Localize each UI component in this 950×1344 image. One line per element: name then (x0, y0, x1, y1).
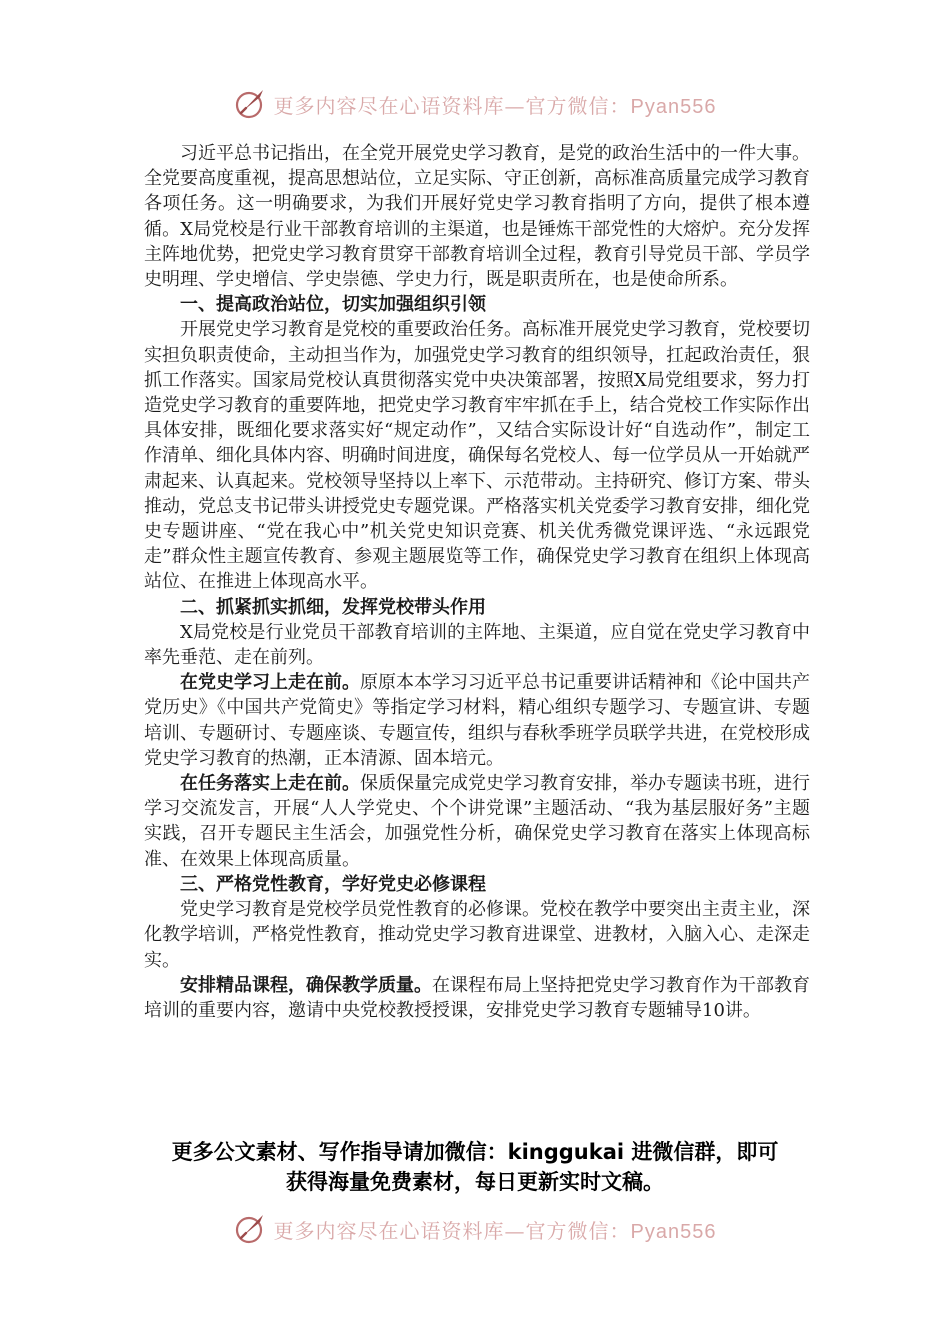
footer-promo-line-1: 更多公文素材、写作指导请加微信：kinggukai 进微信群，即可 (171, 1140, 779, 1164)
paragraph: 开展党史学习教育是党校的重要政治任务。高标准开展党史学习教育，党校要切实担负职责使命，主动担当作为，加强党史学习教育的组织领导，扛起政治责任，狠抓工作落实。国家局党校认真贯彻落实党中央决策部署，按照X局党组要求，努力打造党史学习教育的重要阵地，把党史学习教育牢牢抓在手上，结合党校工作实际作出具体安排，既细化要求落实好“规定动作”，又结合实际设计好“自选动作”，制定工作清单、细化具体内容、明确时间进度，确保每名党校人、每一位学员从一开始就严肃起来、认真起来。党校领导坚持以上率下、示范带动。主持研究、修订方案、带头推动，党总支书记带头讲授党史专题党课。严格落实机关党委学习教育安排，细化党史专题讲座、“党在我心中”机关党史知识竞赛、机关优秀微党课评选、“永远跟党走”群众性主题宣传教育、参观主题展览等工作，确保党史学习教育在组织上体现高站位、在推进上体现高水平。 (144, 319, 810, 593)
lead-phrase: 在党史学习上走在前。 (180, 672, 360, 694)
lead-paragraph-text: 保质保量完成党史学习教育安排，举办专题读书班，进行学习交流发言，开展“人人学党史、个个讲党课”主题活动、“我为基层服好务”主题实践，召开专题民主生活会，加强党性分析，确保党史学习教育在落实上体现高标准、在效果上体现高质量。 (144, 773, 810, 870)
banner-text (274, 90, 717, 119)
section-heading: 三、严格党性教育，学好党史必修课程 (180, 873, 486, 895)
banner-text-cn: 更多内容尽在心语资料库—官方微信： (273, 1218, 631, 1243)
lead-phrase: 安排精品课程，确保教学质量。 (180, 974, 432, 996)
document-body (144, 141, 810, 1023)
paragraph: 习近平总书记指出，在全党开展党史学习教育，是党的政治生活中的一件大事。全党要高度重视，提高思想站位，立足实际、守正创新，高标准高质量完成学习教育各项任务。这一明确要求，为我们开展好党史学习教育指明了方向，提供了根本遵循。X局党校是行业干部教育培训的主渠道，也是锤炼干部党性的大熔炉。充分发挥主阵地优势，把党史学习教育贯穿干部教育培训全过程，教育引导党员干部、学员学史明理、学史增信、学史崇德、学史力行，既是职责所在，也是使命所系。 (144, 143, 810, 291)
section-heading: 一、提高政治站位，切实加强组织引领 (180, 294, 486, 316)
lead-paragraph (144, 670, 810, 771)
banner-text (274, 1215, 717, 1244)
section-heading: 二、抓紧抓实抓细，发挥党校带头作用 (180, 596, 486, 618)
paragraph: 党史学习教育是党校学员党性教育的必修课。党校在教学中要突出主责主业，深化教学培训，严格党性教育，推动党史学习教育进课堂、进教材，入脑入心、走深走实。 (144, 899, 810, 971)
lead-paragraph-text: 在课程布局上坚持把党史学习教育作为干部教育培训的重要内容，邀请中央党校教授授课，安排党史学习教育专题辅导10讲。 (144, 974, 810, 1021)
lead-phrase: 在任务落实上走在前。 (180, 773, 360, 795)
footer-banner (0, 1209, 950, 1249)
paragraph: X局党校是行业党员干部教育培训的主阵地、主渠道，应自觉在党史学习教育中率先垂范、走在前列。 (144, 621, 810, 669)
banner-wechat-id: Pyan556 (630, 1220, 717, 1243)
banner-wechat-id: Pyan556 (630, 95, 717, 118)
lead-paragraph (144, 771, 810, 872)
lead-paragraph-text: 原原本本学习习近平总书记重要讲话精神和《论中国共产党历史》《中国共产党简史》等指定学习材料，精心组织专题学习、专题宣讲、专题培训、专题研讨、专题座谈、专题宣传，组织与春秋季班学员联学共进，在党校形成党史学习教育的热潮，正本清源、固本培元。 (144, 672, 810, 769)
footer-promo-line-2: 获得海量免费素材，每日更新实时文稿。 (286, 1170, 664, 1194)
lead-paragraph (144, 973, 810, 1023)
quill-logo-icon (234, 87, 268, 121)
header-banner (0, 84, 950, 124)
banner-text-cn: 更多内容尽在心语资料库—官方微信： (273, 93, 631, 118)
footer-promo (120, 1137, 830, 1197)
quill-logo-icon (234, 1212, 268, 1246)
